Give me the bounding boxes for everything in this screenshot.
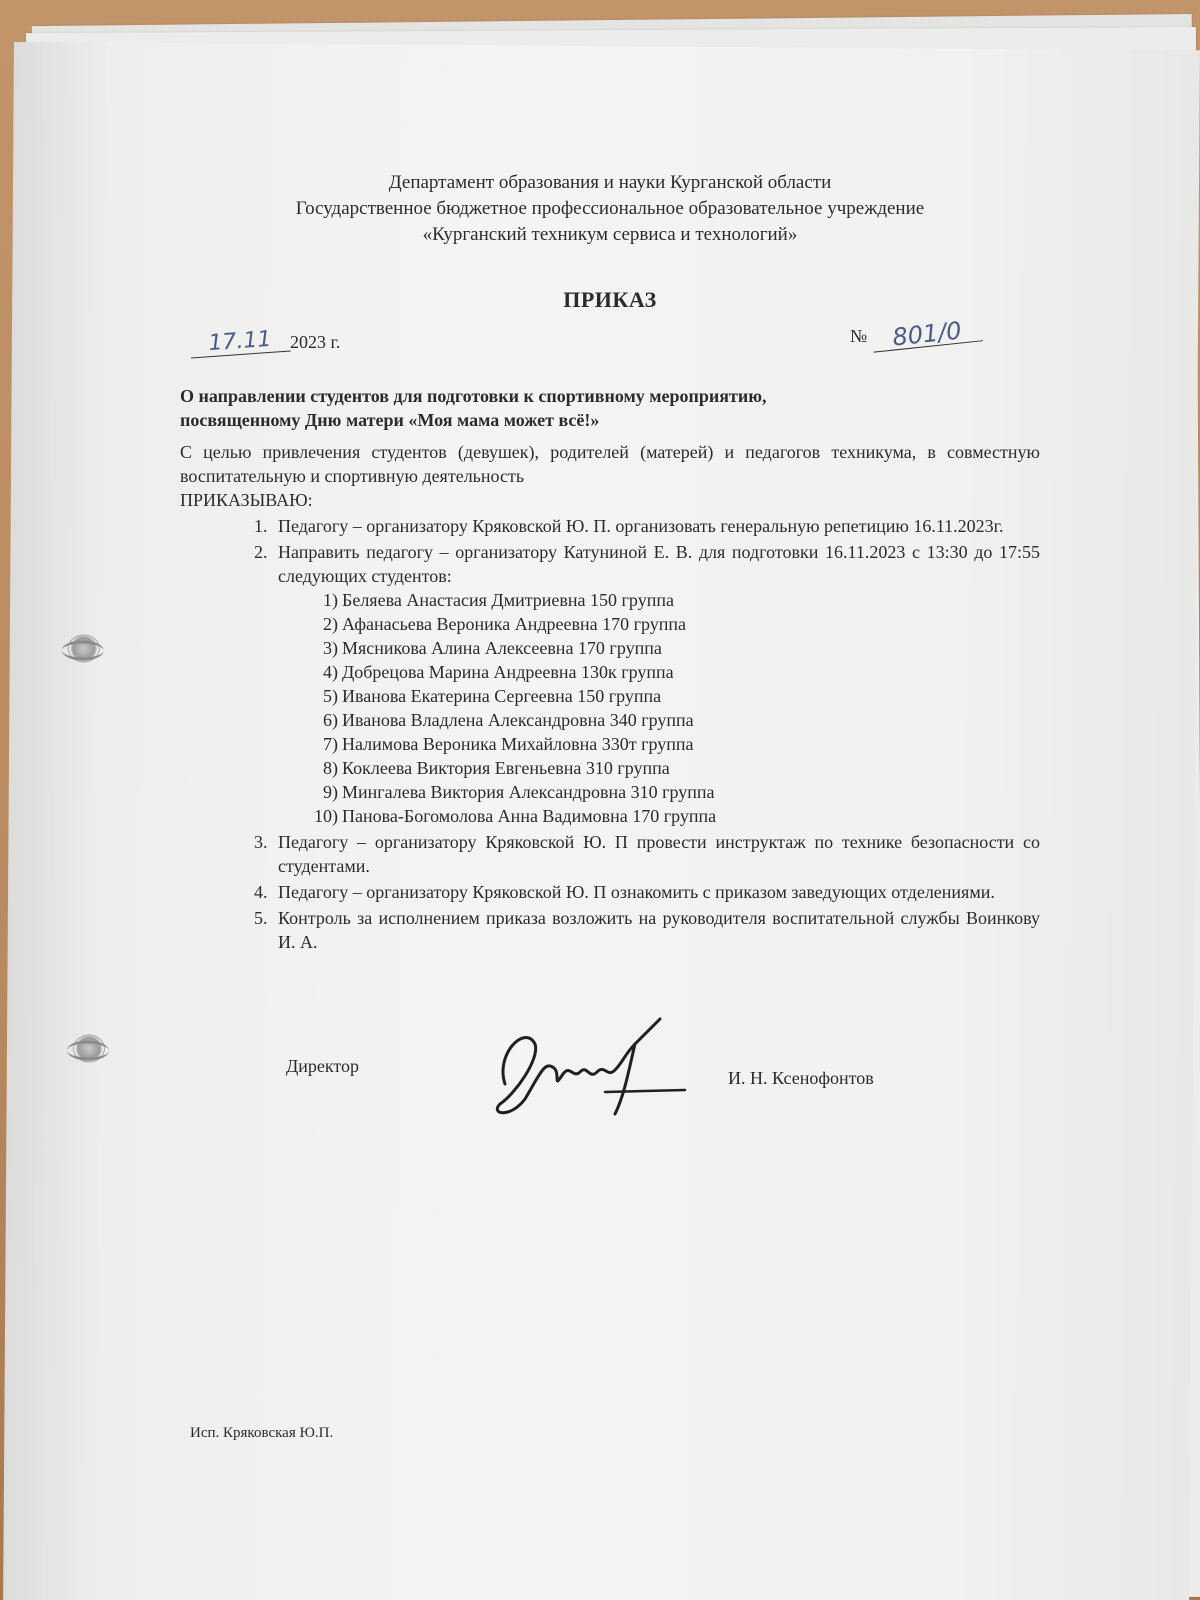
order-number bbox=[850, 316, 982, 352]
subject-line-1: О направлении студентов для подготовки к спортивному мероприятию, bbox=[180, 386, 767, 406]
order-items-list bbox=[180, 514, 1040, 954]
handwritten-number: 801/0 bbox=[871, 316, 983, 352]
student-item: Мингалева Виктория Александровна 310 группа bbox=[342, 782, 715, 802]
header-department: Департамент образования и науки Курганской области bbox=[388, 172, 832, 193]
document-title: ПРИКАЗ bbox=[563, 287, 657, 312]
document-content bbox=[180, 170, 1040, 1124]
header-institution-type: Государственное бюджетное профессиональное образовательное учреждение bbox=[295, 198, 925, 219]
date-number-row bbox=[180, 316, 1040, 362]
student-item: Добрецова Марина Андреевна 130к группа bbox=[342, 662, 674, 682]
student-item: Иванова Екатерина Сергеевна 150 группа bbox=[342, 686, 662, 706]
subject-line-2: посвященному Дню матери «Моя мама может всё!» bbox=[180, 410, 600, 430]
executor-note: Исп. Кряковская Ю.П. bbox=[190, 1425, 334, 1441]
student-item: Беляева Анастасия Дмитриевна 150 группа bbox=[342, 590, 674, 610]
student-item: Налимова Вероника Михайловна 330т группа bbox=[342, 734, 694, 754]
binder-ring bbox=[67, 1040, 109, 1060]
students-list bbox=[278, 588, 1040, 828]
student-item: Афанасьева Вероника Андреевна 170 группа bbox=[342, 614, 687, 634]
order-item: 2. Направить педагогу – организатору Катуниной Е. В. для подготовки 16.11.2023 с 13:30 до 17:55 следующих студентов: Беляева Анастасия Дмитриевна 150 группа Афанасьева Вероника Андреевна 170 группа Мясникова Алина Алексеевна 170 группа Добрецова Марина Андреевна 130к группа Иванова Екатерина Сергеевна 150 группа Иванова Владлена Александровна 340 группа Налимова Вероника Михайловна 330т группа Коклеева Виктория Евгеньевна 310 группа Мингалева Виктория Александровна 310 группа Панова-Богомолова Анна Вадимовна 170 группа bbox=[272, 540, 1040, 828]
signer-position: Директор bbox=[286, 1056, 360, 1076]
binder-ring bbox=[62, 640, 104, 660]
order-item: 5. Контроль за исполнением приказа возложить на руководителя воспитательной службы Воинкову И. А. bbox=[272, 906, 1040, 954]
header-institution-name: «Курганский техникум сервиса и технологий» bbox=[422, 224, 798, 245]
order-item: 1. Педагогу – организатору Кряковской Ю. П. организовать генеральную репетицию 16.11.2023г. bbox=[272, 514, 1040, 538]
date-year: 2023 г. bbox=[290, 332, 341, 352]
order-item: 3. Педагогу – организатору Кряковской Ю. П провести инструктаж по технике безопасности со студентами. bbox=[272, 830, 1040, 878]
order-keyword: ПРИКАЗЫВАЮ: bbox=[180, 490, 313, 510]
student-item: Коклеева Виктория Евгеньевна 310 группа bbox=[342, 758, 670, 778]
handwritten-signature bbox=[485, 1014, 695, 1124]
order-item: 4. Педагогу – организатору Кряковской Ю. П ознакомить с приказом заведующих отделениями. bbox=[272, 880, 1040, 904]
number-sign: № bbox=[850, 326, 868, 346]
student-item: Панова-Богомолова Анна Вадимовна 170 группа bbox=[342, 806, 717, 826]
student-item: Мясникова Алина Алексеевна 170 группа bbox=[342, 638, 662, 658]
signer-name: И. Н. Ксенофонтов bbox=[728, 1068, 874, 1088]
signature-block bbox=[180, 1014, 1040, 1124]
student-item: Иванова Владлена Александровна 340 группа bbox=[342, 710, 694, 730]
order-date bbox=[190, 326, 341, 357]
preamble-text: С целью привлечения студентов (девушек), родителей (матерей) и педагогов техникума, в совместную воспитательную и спортивную деятельность bbox=[180, 442, 1040, 486]
handwritten-date: 17.11 bbox=[189, 327, 291, 359]
order-subject bbox=[180, 384, 1040, 432]
